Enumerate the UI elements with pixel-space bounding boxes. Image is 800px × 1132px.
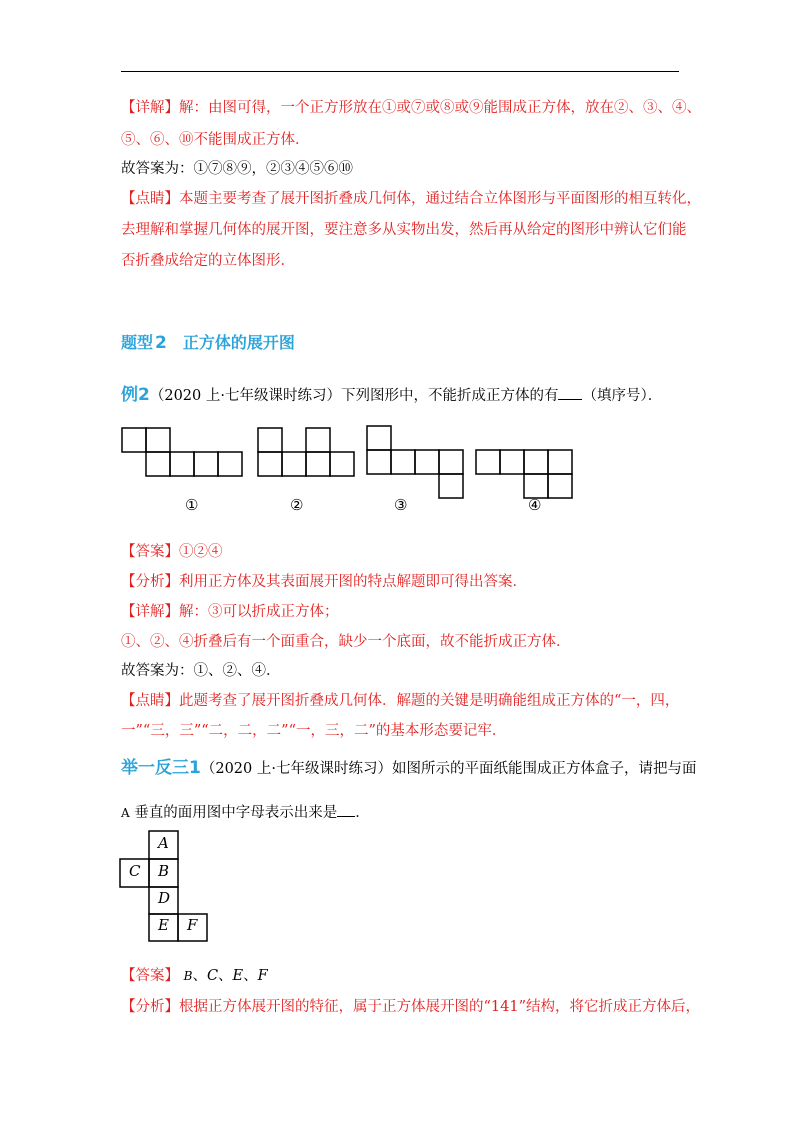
practice1-analysis: [121, 997, 700, 1017]
answer-sep-3: 、: [243, 968, 258, 984]
net-letter-c: C: [129, 862, 141, 880]
practice-number: 1: [189, 758, 201, 778]
analysis-tag: 【分析】: [121, 999, 179, 1015]
analysis-text: 利用正方体及其表面展开图的特点解题即可得出答案．: [179, 574, 527, 590]
comment-tag: 【点睛】: [121, 693, 179, 709]
practice1-question-a: （2020 上·七年级课时练习）如图所示的平面纸能围成正方体盒子，请把与面: [200, 761, 697, 777]
detail-line-2: ⑤、⑥、⑩不能围成正方体．: [121, 132, 310, 148]
net-letter-d: D: [158, 889, 171, 907]
heading-title: 正方体的展开图: [182, 333, 295, 352]
practice1-answer: [121, 966, 268, 986]
analysis-tag: 【分析】: [121, 574, 179, 590]
net-letter-f: F: [187, 916, 198, 934]
example2-detail-2: ①、②、④折叠后有一个面重合，缺少一个底面，故不能折成正方体．: [121, 634, 571, 650]
figure-label-1: ①: [185, 496, 199, 514]
answer-item-e: E: [232, 968, 244, 984]
example2-question-b: （填序号）．: [582, 388, 663, 404]
answer-item-c: C: [206, 968, 219, 984]
example-number: 2: [138, 385, 150, 405]
example-label: 例: [121, 385, 138, 405]
answer-text: ①②④: [179, 544, 223, 560]
answer-tag: 【答案】: [121, 544, 179, 560]
answer-sep-2: 、: [218, 968, 233, 984]
net-letter-b: B: [158, 862, 170, 880]
figure-label-2: ②: [290, 496, 304, 514]
example2-comment-2: 一”“三，三”“二，二，二”“一，三，二”的基本形态要记牢．: [121, 723, 507, 739]
comment-line-2: 去理解和掌握几何体的展开图，要注意多从实物出发，然后再从给定的图形中辨认它们能: [121, 222, 687, 238]
example2-answer-line: 故答案为：①、②、④．: [121, 663, 281, 679]
face-letter-a: A: [121, 806, 130, 820]
figure-label-4: ④: [528, 496, 542, 514]
detail-tag: 【详解】: [121, 604, 179, 620]
heading-number: 2: [155, 333, 167, 353]
comment-text: 本题主要考查了展开图折叠成几何体，通过结合立体图形与平面图形的相互转化，: [179, 191, 701, 207]
net-letter-e: E: [158, 916, 169, 934]
example2-question-a: （2020 上·七年级课时练习）下列图形中，不能折成正方体的有: [149, 388, 559, 404]
comment-tag: 【点睛】: [121, 191, 179, 207]
comment-text: 此题考查了展开图折叠成几何体．解题的关键是明确能组成正方体的“一，四，: [179, 693, 680, 709]
detail-text: 解：由图可得，一个正方形放在①或⑦或⑧或⑨能围成正方体，放在②、③、④、: [179, 100, 701, 116]
answer-item-f: F: [257, 968, 268, 984]
answer-line-1: 故答案为：①⑦⑧⑨，②③④⑤⑥⑩: [121, 161, 353, 177]
answer-tag: 【答案】: [121, 968, 179, 984]
answer-item-b: B: [183, 969, 193, 983]
answer-sep-1: 、: [192, 968, 207, 984]
detail-tag: 【详解】: [121, 100, 179, 116]
detail-text: 解：③可以折成正方体；: [179, 604, 339, 620]
practice-label: 举一反三: [121, 758, 189, 778]
analysis-text: 根据正方体展开图的特征，属于正方体展开图的“141”结构，将它折成正方体后，: [179, 999, 700, 1015]
comment-line-3: 否折叠成给定的立体图形．: [121, 253, 295, 269]
figure-label-3: ③: [394, 496, 408, 514]
net-letter-a: A: [158, 834, 169, 852]
practice1-question-b: 垂直的面用图中字母表示出来是: [134, 805, 338, 821]
heading-label: 题型: [121, 333, 154, 352]
practice1-question-end: ．: [355, 805, 370, 821]
